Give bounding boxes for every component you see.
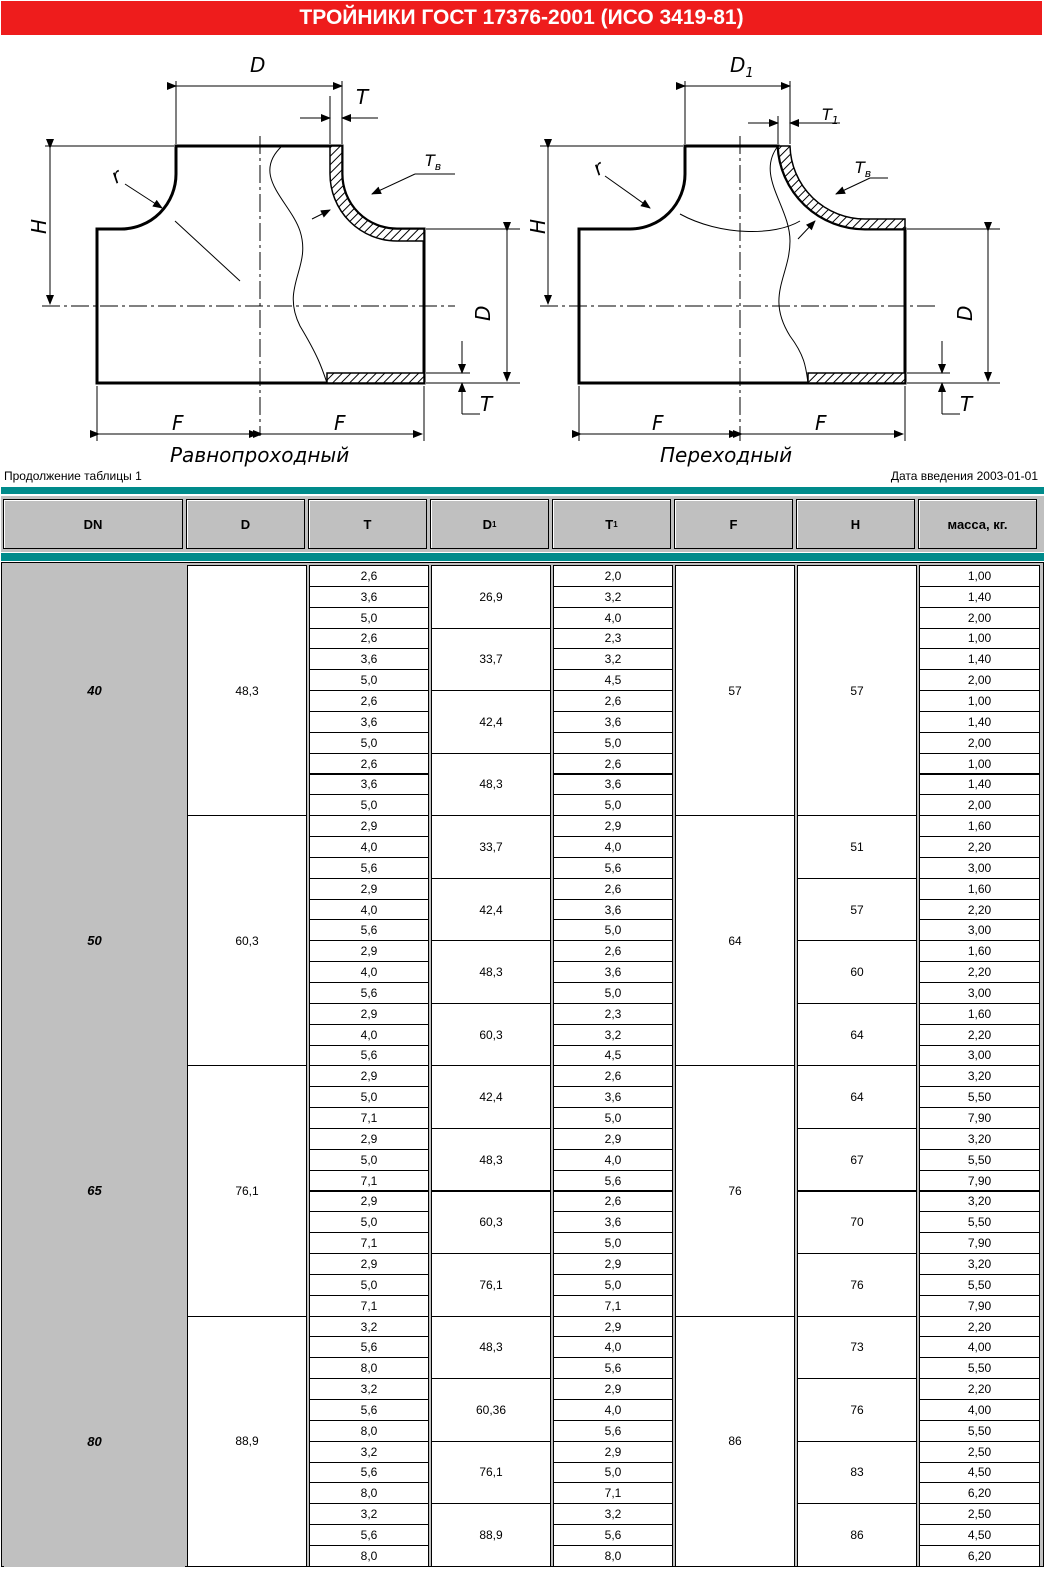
- d1-cell: 76,1: [431, 1253, 551, 1317]
- t1-cell: 4,0: [553, 607, 673, 629]
- t1-cell: 5,6: [553, 1357, 673, 1379]
- col-header-d: D: [186, 499, 305, 549]
- reducing-tee-figure: [540, 81, 1000, 441]
- h-cell: 83: [797, 1441, 917, 1505]
- mass-cell: 3,20: [919, 1191, 1040, 1213]
- mass-cell: 6,20: [919, 1545, 1040, 1567]
- t-cell: 5,0: [309, 1274, 429, 1296]
- t-cell: 8,0: [309, 1357, 429, 1379]
- mass-cell: 3,00: [919, 919, 1040, 941]
- t-cell: 2,9: [309, 1065, 429, 1087]
- svg-text:D: D: [953, 305, 977, 321]
- svg-text:F: F: [172, 411, 184, 435]
- t1-cell: 7,1: [553, 1295, 673, 1317]
- mass-cell: 1,60: [919, 815, 1040, 837]
- t1-cell: 5,0: [553, 1232, 673, 1254]
- mass-cell: 2,20: [919, 836, 1040, 858]
- d1-cell: 48,3: [431, 1316, 551, 1380]
- reducing-tee-labels: [526, 53, 977, 467]
- mass-cell: 5,50: [919, 1211, 1040, 1233]
- h-cell: 76: [797, 1378, 917, 1442]
- mass-cell: 4,50: [919, 1524, 1040, 1546]
- h-cell: 86: [797, 1503, 917, 1567]
- mass-cell: 5,50: [919, 1149, 1040, 1171]
- h-cell: 57: [797, 878, 917, 942]
- t-cell: 3,6: [309, 586, 429, 608]
- t-cell: 2,9: [309, 1253, 429, 1275]
- t1-cell: 2,9: [553, 815, 673, 837]
- svg-text:F: F: [334, 411, 346, 435]
- mass-cell: 7,90: [919, 1170, 1040, 1192]
- t-cell: 5,6: [309, 1336, 429, 1358]
- mass-cell: 3,00: [919, 1045, 1040, 1067]
- t-cell: 3,2: [309, 1316, 429, 1338]
- f-cell: 86: [675, 1316, 795, 1567]
- mass-cell: 2,20: [919, 899, 1040, 921]
- reducing-tee-caption: Переходный: [660, 443, 793, 467]
- t1-cell: 3,6: [553, 774, 673, 796]
- t-cell: 4,0: [309, 1024, 429, 1046]
- svg-text:Tв: $T_в$: [855, 158, 872, 180]
- dn-cell: 80: [4, 1316, 185, 1567]
- mass-cell: 3,20: [919, 1128, 1040, 1150]
- t-cell: 2,9: [309, 878, 429, 900]
- t1-cell: 2,6: [553, 940, 673, 962]
- table-header: [1, 496, 1044, 552]
- svg-text:r: r: [588, 155, 608, 181]
- t-cell: 5,0: [309, 669, 429, 691]
- mass-cell: 3,00: [919, 982, 1040, 1004]
- t-cell: 5,6: [309, 1462, 429, 1484]
- d-cell: 88,9: [187, 1316, 307, 1567]
- t1-cell: 2,3: [553, 628, 673, 650]
- t-cell: 5,0: [309, 794, 429, 816]
- t-cell: 8,0: [309, 1482, 429, 1504]
- svg-text:H: H: [27, 218, 51, 234]
- t-cell: 2,6: [309, 753, 429, 775]
- mass-cell: 2,00: [919, 607, 1040, 629]
- f-cell: 57: [675, 565, 795, 816]
- svg-text:T: T: [356, 85, 369, 109]
- t1-cell: 3,2: [553, 586, 673, 608]
- mass-cell: 2,00: [919, 669, 1040, 691]
- t-cell: 7,1: [309, 1170, 429, 1192]
- mass-cell: 1,00: [919, 628, 1040, 650]
- t1-cell: 5,6: [553, 1170, 673, 1192]
- t1-cell: 4,5: [553, 1045, 673, 1067]
- t1-cell: 2,6: [553, 690, 673, 712]
- t-cell: 2,9: [309, 940, 429, 962]
- mass-cell: 5,50: [919, 1086, 1040, 1108]
- t1-cell: 3,6: [553, 1086, 673, 1108]
- t1-cell: 5,0: [553, 1274, 673, 1296]
- d1-cell: 60,3: [431, 1191, 551, 1255]
- dn-cell: 50: [4, 815, 185, 1066]
- mass-cell: 2,20: [919, 1378, 1040, 1400]
- d1-cell: 33,7: [431, 815, 551, 879]
- t-cell: 3,2: [309, 1441, 429, 1463]
- t-cell: 5,0: [309, 607, 429, 629]
- mass-cell: 2,50: [919, 1441, 1040, 1463]
- d1-cell: 48,3: [431, 1128, 551, 1192]
- svg-text:T1: $T_1$: [822, 105, 839, 127]
- t1-cell: 4,0: [553, 1336, 673, 1358]
- tee-drawing: [0, 36, 1045, 470]
- t1-cell: 3,6: [553, 1211, 673, 1233]
- mass-cell: 1,00: [919, 690, 1040, 712]
- d1-cell: 26,9: [431, 565, 551, 629]
- t-cell: 2,6: [309, 690, 429, 712]
- t1-cell: 2,6: [553, 753, 673, 775]
- mass-cell: 2,50: [919, 1503, 1040, 1525]
- t-cell: 3,6: [309, 711, 429, 733]
- t1-cell: 3,2: [553, 1024, 673, 1046]
- mass-cell: 2,20: [919, 1024, 1040, 1046]
- t1-cell: 4,0: [553, 1399, 673, 1421]
- d1-cell: 76,1: [431, 1441, 551, 1505]
- equal-tee-caption: Равнопроходный: [170, 443, 350, 467]
- svg-text:F: F: [652, 411, 664, 435]
- mass-cell: 1,60: [919, 1003, 1040, 1025]
- t1-cell: 2,6: [553, 1065, 673, 1087]
- t1-cell: 3,2: [553, 648, 673, 670]
- mass-cell: 1,40: [919, 648, 1040, 670]
- dn-cell: 65: [4, 1065, 185, 1316]
- t-cell: 2,6: [309, 628, 429, 650]
- mass-cell: 1,40: [919, 774, 1040, 796]
- t-cell: 5,6: [309, 982, 429, 1004]
- t-cell: 3,2: [309, 1378, 429, 1400]
- t1-cell: 3,6: [553, 711, 673, 733]
- mass-cell: 7,90: [919, 1295, 1040, 1317]
- t-cell: 2,9: [309, 815, 429, 837]
- t-cell: 4,0: [309, 961, 429, 983]
- header-top-rule: [1, 487, 1044, 494]
- mass-cell: 2,00: [919, 732, 1040, 754]
- t-cell: 2,9: [309, 1191, 429, 1213]
- h-cell: 64: [797, 1003, 917, 1067]
- svg-text:r: r: [106, 163, 126, 189]
- mass-cell: 1,00: [919, 753, 1040, 775]
- svg-text:T: T: [960, 392, 973, 416]
- h-cell: 60: [797, 940, 917, 1004]
- svg-text:D1: $D_1$: [730, 53, 754, 81]
- f-cell: 64: [675, 815, 795, 1066]
- col-header-dn: DN: [3, 499, 183, 549]
- mass-cell: 5,50: [919, 1274, 1040, 1296]
- svg-text:T: T: [480, 392, 493, 416]
- h-cell: 57: [797, 565, 917, 816]
- t-cell: 5,0: [309, 1211, 429, 1233]
- col-header-d1: D 1: [430, 499, 549, 549]
- mass-cell: 3,00: [919, 857, 1040, 879]
- t-cell: 5,6: [309, 1524, 429, 1546]
- mass-cell: 7,90: [919, 1232, 1040, 1254]
- svg-text:D: D: [250, 53, 266, 77]
- dn-cell: 40: [4, 565, 185, 816]
- svg-text:D: D: [471, 305, 495, 321]
- t-cell: 5,0: [309, 1149, 429, 1171]
- mass-cell: 5,50: [919, 1420, 1040, 1442]
- mass-cell: 2,20: [919, 1316, 1040, 1338]
- t-cell: 4,0: [309, 836, 429, 858]
- mass-cell: 4,50: [919, 1462, 1040, 1484]
- mass-cell: 5,50: [919, 1357, 1040, 1379]
- h-cell: 70: [797, 1191, 917, 1255]
- col-header-t1: T 1: [552, 499, 671, 549]
- mass-cell: 2,00: [919, 794, 1040, 816]
- equal-tee-figure: [42, 81, 520, 441]
- t-cell: 2,9: [309, 1128, 429, 1150]
- t1-cell: 2,0: [553, 565, 673, 587]
- d1-cell: 42,4: [431, 878, 551, 942]
- data-table: [1, 562, 1044, 1567]
- t1-cell: 3,6: [553, 961, 673, 983]
- t1-cell: 4,0: [553, 836, 673, 858]
- header-bottom-rule: [1, 553, 1044, 561]
- mass-cell: 1,00: [919, 565, 1040, 587]
- mass-cell: 4,00: [919, 1336, 1040, 1358]
- mass-cell: 1,40: [919, 586, 1040, 608]
- t-cell: 4,0: [309, 899, 429, 921]
- t1-cell: 5,0: [553, 1107, 673, 1129]
- mass-cell: 1,40: [919, 711, 1040, 733]
- mass-cell: 3,20: [919, 1253, 1040, 1275]
- t1-cell: 2,9: [553, 1253, 673, 1275]
- t-cell: 5,6: [309, 857, 429, 879]
- date-label: Дата введения 2003-01-01: [890, 469, 1038, 483]
- svg-text:Tв: $T_в$: [425, 151, 442, 173]
- t-cell: 5,0: [309, 1086, 429, 1108]
- t1-cell: 2,6: [553, 1191, 673, 1213]
- t1-cell: 5,0: [553, 1462, 673, 1484]
- t-cell: 7,1: [309, 1232, 429, 1254]
- continuation-label: Продолжение таблицы 1: [4, 469, 142, 483]
- mass-cell: 1,60: [919, 940, 1040, 962]
- t1-cell: 5,0: [553, 982, 673, 1004]
- d1-cell: 33,7: [431, 628, 551, 692]
- h-cell: 64: [797, 1065, 917, 1129]
- mass-cell: 1,60: [919, 878, 1040, 900]
- t-cell: 5,6: [309, 1399, 429, 1421]
- t-cell: 3,6: [309, 774, 429, 796]
- svg-text:H: H: [526, 218, 550, 234]
- f-cell: 76: [675, 1065, 795, 1316]
- d1-cell: 42,4: [431, 1065, 551, 1129]
- col-header-mass: масса, кг.: [918, 499, 1037, 549]
- t1-cell: 5,6: [553, 857, 673, 879]
- t1-cell: 5,0: [553, 794, 673, 816]
- col-header-t: T: [308, 499, 427, 549]
- d-cell: 48,3: [187, 565, 307, 816]
- t1-cell: 2,9: [553, 1378, 673, 1400]
- t1-cell: 2,3: [553, 1003, 673, 1025]
- t-cell: 7,1: [309, 1107, 429, 1129]
- t1-cell: 3,6: [553, 899, 673, 921]
- t-cell: 5,6: [309, 1045, 429, 1067]
- t1-cell: 2,9: [553, 1316, 673, 1338]
- t-cell: 2,9: [309, 1003, 429, 1025]
- d1-cell: 48,3: [431, 753, 551, 817]
- t1-cell: 8,0: [553, 1545, 673, 1567]
- h-cell: 51: [797, 815, 917, 879]
- mass-cell: 2,20: [919, 961, 1040, 983]
- h-cell: 76: [797, 1253, 917, 1317]
- d1-cell: 42,4: [431, 690, 551, 754]
- svg-text:F: F: [815, 411, 827, 435]
- d1-cell: 48,3: [431, 940, 551, 1004]
- t-cell: 8,0: [309, 1420, 429, 1442]
- h-cell: 73: [797, 1316, 917, 1380]
- d1-cell: 60,36: [431, 1378, 551, 1442]
- t1-cell: 2,9: [553, 1128, 673, 1150]
- t-cell: 2,6: [309, 565, 429, 587]
- t-cell: 3,6: [309, 648, 429, 670]
- t-cell: 8,0: [309, 1545, 429, 1567]
- t1-cell: 5,0: [553, 732, 673, 754]
- d1-cell: 88,9: [431, 1503, 551, 1567]
- col-header-h: H: [796, 499, 915, 549]
- t1-cell: 5,0: [553, 919, 673, 941]
- mass-cell: 6,20: [919, 1482, 1040, 1504]
- d-cell: 60,3: [187, 815, 307, 1066]
- t1-cell: 2,9: [553, 1441, 673, 1463]
- t1-cell: 2,6: [553, 878, 673, 900]
- mass-cell: 7,90: [919, 1107, 1040, 1129]
- t1-cell: 7,1: [553, 1482, 673, 1504]
- mass-cell: 4,00: [919, 1399, 1040, 1421]
- t-cell: 5,6: [309, 919, 429, 941]
- t-cell: 7,1: [309, 1295, 429, 1317]
- page-title: ТРОЙНИКИ ГОСТ 17376-2001 (ИСО 3419-81): [1, 1, 1042, 35]
- d1-cell: 60,3: [431, 1003, 551, 1067]
- t1-cell: 4,5: [553, 669, 673, 691]
- t1-cell: 5,6: [553, 1420, 673, 1442]
- t1-cell: 5,6: [553, 1524, 673, 1546]
- t1-cell: 3,2: [553, 1503, 673, 1525]
- t-cell: 3,2: [309, 1503, 429, 1525]
- col-header-f: F: [674, 499, 793, 549]
- t1-cell: 4,0: [553, 1149, 673, 1171]
- t-cell: 5,0: [309, 732, 429, 754]
- mass-cell: 3,20: [919, 1065, 1040, 1087]
- h-cell: 67: [797, 1128, 917, 1192]
- d-cell: 76,1: [187, 1065, 307, 1316]
